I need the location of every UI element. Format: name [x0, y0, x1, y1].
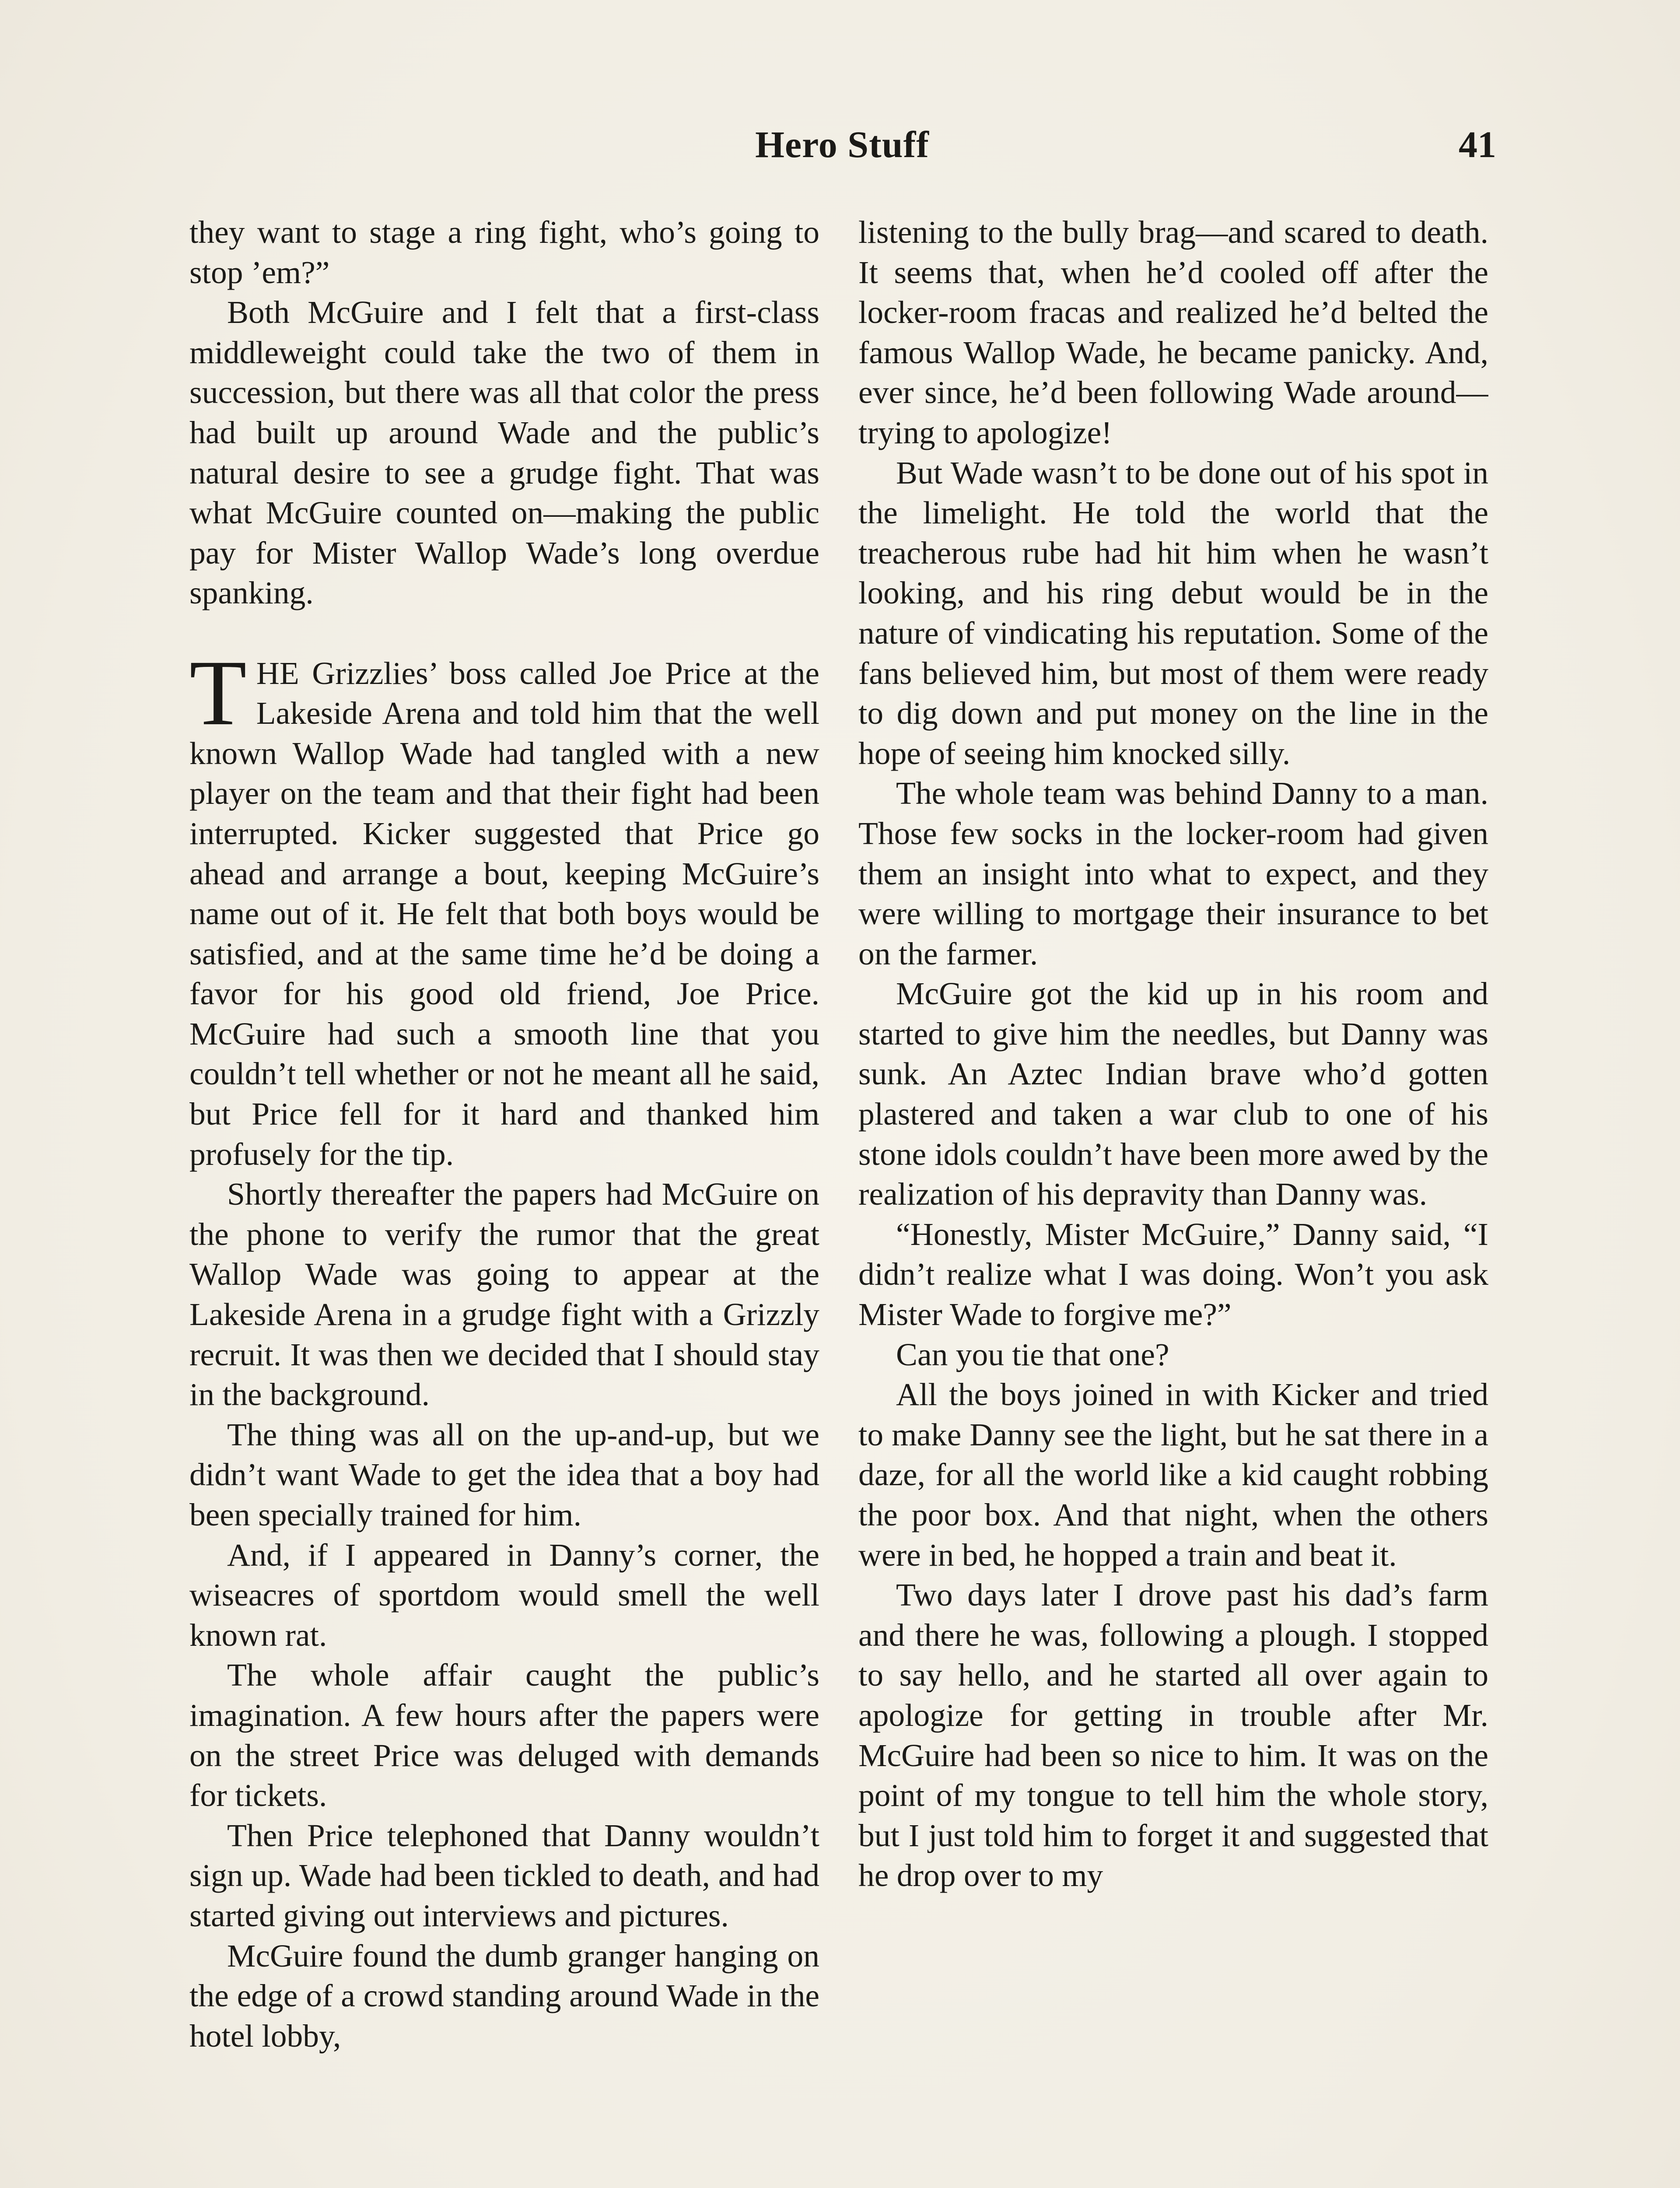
paragraph: Shortly thereafter the papers had McGuire on the phone to verify the rumor that the great Wallop Wade was going to appear at the Lakeside Arena in a grudge fight with a Grizzly recruit. It was then we decided that I should stay in the background. [189, 1176, 819, 1413]
paragraph: The whole team was behind Danny to a man. Those few socks in the locker-room had given them an insight into what to expect, and they were willing to mortgage their insurance to bet on the farmer. [858, 775, 1488, 971]
paragraph: And, if I appeared in Danny’s corner, the wiseacres of sportdom would smell the well known rat. [189, 1537, 819, 1653]
paragraph: McGuire got the kid up in his room and started to give him the needles, but Danny was sunk. An Aztec Indian brave who’d gotten plastered and taken a war club to one of his stone idols couldn’t have been more awed by the realization of his depravity than Danny was. [858, 976, 1488, 1212]
paragraph: The thing was all on the up-and-up, but we didn’t want Wade to get the idea that a boy had been specially trained for him. [189, 1417, 819, 1532]
paragraph: listening to the bully brag—and scared to death. It seems that, when he’d cooled off after the locker-room fracas and realized he’d belted the famous Wallop Wade, he became panicky. And, ever since, he’d been following Wade around—trying to apologize! [858, 214, 1488, 450]
section-opening-paragraph [189, 641, 819, 1175]
paragraph: Can you tie that one? [896, 1336, 1169, 1372]
paragraph: All the boys joined in with Kicker and tried to make Danny see the light, but he sat there in a daze, for all the world like a kid caught robbing the poor box. And that night, when the others were in bed, he hopped a train and beat it. [858, 1377, 1488, 1573]
paragraph: Two days later I drove past his dad’s farm and there he was, following a plough. I stopped to say hello, and he started all over again to apologize for getting in trouble after Mr. McGuire had been so nice to him. It was on the point of my tongue to tell him the whole story, but I just told him to forget it and suggested that he drop over to my [858, 1577, 1488, 1893]
drop-cap: T [189, 641, 247, 745]
page-header [188, 118, 1496, 171]
left-column [189, 212, 819, 2188]
right-column [858, 212, 1488, 2188]
paragraph: McGuire found the dumb granger hanging on the edge of a crowd standing around Wade in the hotel lobby, [189, 1938, 819, 2054]
paragraph: “Honestly, Mister McGuire,” Danny said, “I didn’t realize what I was doing. Won’t you ask Mister Wade to forgive me?” [858, 1216, 1488, 1332]
paragraph: The whole affair caught the public’s imagination. A few hours after the papers were on the street Price was deluged with demands for tickets. [189, 1657, 819, 1813]
paragraph: they want to stage a ring fight, who’s going to stop ’em?” [189, 214, 819, 290]
running-head: Hero Stuff [755, 123, 929, 165]
paragraph: Then Price telephoned that Danny wouldn’t sign up. Wade had been tickled to death, and had started giving out interviews and pictures. [189, 1817, 819, 1933]
paragraph: Both McGuire and I felt that a first-class middleweight could take the two of them in succession, but there was all that color the press had built up around Wade and the public’s natural desire to see a grudge fight. That was what McGuire counted on—making the public pay for Mister Wallop Wade’s long overdue spanking. [189, 295, 819, 611]
page-number: 41 [1459, 123, 1496, 165]
paragraph: But Wade wasn’t to be done out of his spot in the limelight. He told the world that the treacherous rube had hit him when he wasn’t looking, and his ring debut would be in the nature of vindicating his reputation. Some of the fans believed him, but most of them were ready to dig down and put money on the line in the hope of seeing him knocked silly. [858, 455, 1488, 771]
paragraph-text: HE Grizzlies’ boss called Joe Price at the Lakeside Arena and told him that the well known Wallop Wade had tangled with a new player on the team and that their fight had been interrupted. Kicker suggested that Price go ahead and arrange a bout, keeping McGuire’s name out of it. He felt that both boys would be satisfied, and at the same time he’d be doing a favor for his good old friend, Joe Price. McGuire had such a smooth line that you couldn’t tell whether or not he meant all he said, but Price fell for it hard and thanked him profusely for the tip. [189, 655, 819, 1172]
